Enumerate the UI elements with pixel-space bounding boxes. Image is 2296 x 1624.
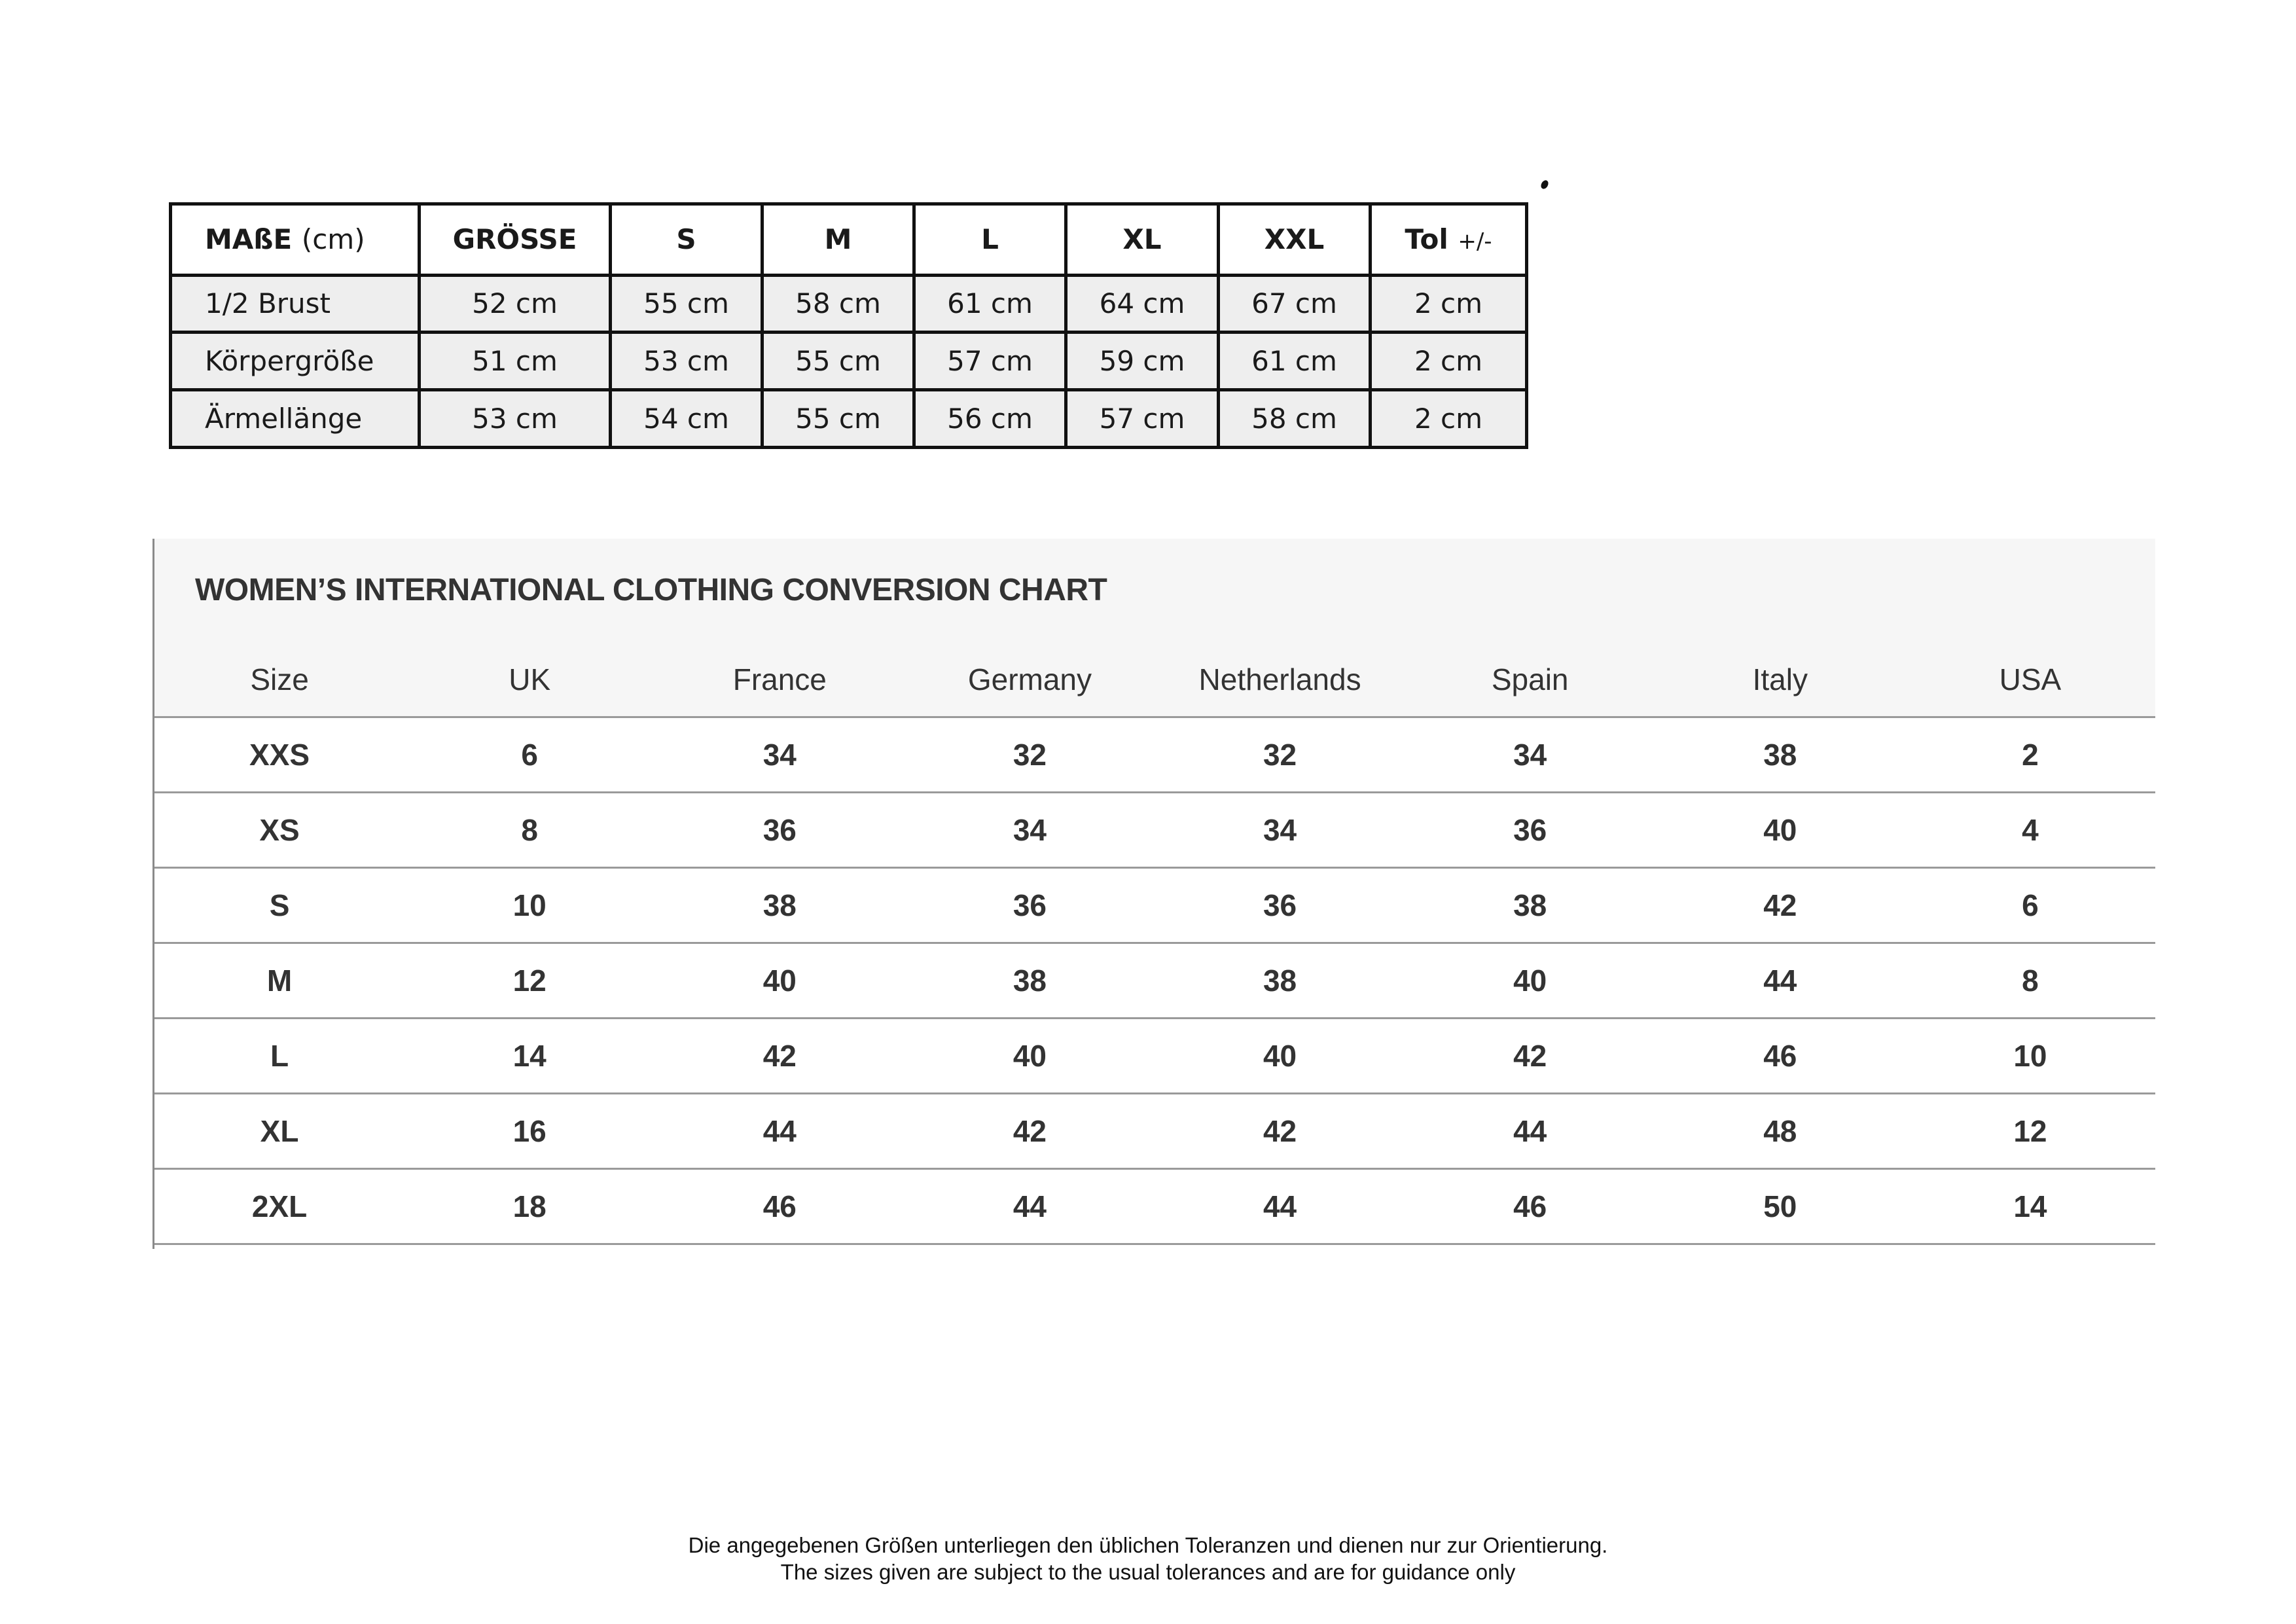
measurements-header-cell: S (611, 204, 762, 276)
conversion-cell: 44 (1655, 943, 1905, 1019)
conversion-cell: 46 (655, 1169, 905, 1244)
conversion-cell: XS (154, 793, 404, 868)
conversion-cell: 40 (655, 943, 905, 1019)
conversion-cell: 40 (1405, 943, 1655, 1019)
conversion-cell: 34 (655, 717, 905, 793)
header-unit: (cm) (301, 223, 365, 256)
conversion-cell: 48 (1655, 1094, 1905, 1169)
conversion-cell: S (154, 868, 404, 943)
conversion-cell: 38 (1405, 868, 1655, 943)
conversion-cell: 42 (1655, 868, 1905, 943)
conversion-cell: 38 (1655, 717, 1905, 793)
measurements-cell: 56 cm (914, 390, 1066, 448)
tolerance-sign: +/- (1458, 228, 1492, 255)
conversion-header-row (154, 642, 2155, 717)
measurements-cell: Ärmellänge (171, 390, 420, 448)
measurements-header-cell: L (914, 204, 1066, 276)
measurements-header-cell: XXL (1219, 204, 1371, 276)
measurements-cell: 2 cm (1371, 390, 1527, 448)
conversion-cell: 2 (1905, 717, 2155, 793)
conversion-cell: 40 (905, 1019, 1155, 1094)
conversion-cell: L (154, 1019, 404, 1094)
conversion-cell: 42 (655, 1019, 905, 1094)
conversion-cell: 12 (1905, 1094, 2155, 1169)
conversion-cell: 38 (655, 868, 905, 943)
conversion-header-cell: Netherlands (1155, 642, 1405, 717)
conversion-cell: 38 (905, 943, 1155, 1019)
conversion-row (154, 1169, 2155, 1244)
conversion-row (154, 717, 2155, 793)
conversion-cell: 40 (1155, 1019, 1405, 1094)
conversion-cell: 44 (905, 1169, 1155, 1244)
measurements-cell: 61 cm (914, 275, 1066, 333)
measurements-cell: 51 cm (420, 333, 611, 390)
conversion-cell: 16 (404, 1094, 655, 1169)
header-label: MAßE (205, 223, 293, 256)
conversion-header-cell: France (655, 642, 905, 717)
conversion-header-cell: Spain (1405, 642, 1655, 717)
conversion-cell: 46 (1405, 1169, 1655, 1244)
conversion-chart (152, 539, 2155, 1249)
conversion-cell: 36 (655, 793, 905, 868)
conversion-table (154, 642, 2155, 1245)
footer-line-de: Die angegebenen Größen unterliegen den üblichen Toleranzen und dienen nur zur Orientierung. (688, 1533, 1608, 1557)
conversion-cell: 44 (1155, 1169, 1405, 1244)
tolerance-label: Tol (1405, 223, 1448, 256)
conversion-cell: 6 (404, 717, 655, 793)
measurements-header-cell: GRÖSSE (420, 204, 611, 276)
conversion-row (154, 868, 2155, 943)
conversion-cell: XXS (154, 717, 404, 793)
measurements-cell: 54 cm (611, 390, 762, 448)
conversion-cell: 44 (655, 1094, 905, 1169)
measurements-cell: Körpergröße (171, 333, 420, 390)
measurements-row (171, 390, 1527, 448)
conversion-cell: 32 (905, 717, 1155, 793)
conversion-row (154, 943, 2155, 1019)
measurements-cell: 1/2 Brust (171, 275, 420, 333)
conversion-cell: 10 (404, 868, 655, 943)
conversion-cell: 38 (1155, 943, 1405, 1019)
chart-title-band (154, 539, 2155, 644)
measurements-cell: 53 cm (420, 390, 611, 448)
measurements-cell: 64 cm (1066, 275, 1219, 333)
measurements-cell: 55 cm (762, 390, 914, 448)
conversion-header-cell: UK (404, 642, 655, 717)
conversion-row (154, 793, 2155, 868)
conversion-cell: 36 (1405, 793, 1655, 868)
conversion-cell: 42 (1405, 1019, 1655, 1094)
conversion-cell: 50 (1655, 1169, 1905, 1244)
conversion-cell: 18 (404, 1169, 655, 1244)
measurements-header-cell: M (762, 204, 914, 276)
conversion-cell: 10 (1905, 1019, 2155, 1094)
conversion-cell: 42 (905, 1094, 1155, 1169)
chart-title: WOMEN’S INTERNATIONAL CLOTHING CONVERSION CHART (195, 573, 1107, 607)
conversion-cell: 8 (1905, 943, 2155, 1019)
conversion-cell: 34 (1405, 717, 1655, 793)
conversion-cell: XL (154, 1094, 404, 1169)
conversion-cell: 12 (404, 943, 655, 1019)
footer-note (0, 1532, 2296, 1585)
measurements-cell: 2 cm (1371, 333, 1527, 390)
conversion-cell: 36 (1155, 868, 1405, 943)
measurements-cell: 67 cm (1219, 275, 1371, 333)
conversion-cell: 40 (1655, 793, 1905, 868)
measurements-cell: 52 cm (420, 275, 611, 333)
measurements-cell: 59 cm (1066, 333, 1219, 390)
measurements-table (169, 202, 1528, 449)
conversion-header-cell: USA (1905, 642, 2155, 717)
footer-line-en: The sizes given are subject to the usual tolerances and are for guidance only (780, 1560, 1516, 1584)
conversion-cell: 44 (1405, 1094, 1655, 1169)
measurements-header-cell (1371, 204, 1527, 276)
conversion-cell: 42 (1155, 1094, 1405, 1169)
measurements-header-row (171, 204, 1527, 276)
measurements-cell: 55 cm (762, 333, 914, 390)
conversion-cell: M (154, 943, 404, 1019)
conversion-cell: 46 (1655, 1019, 1905, 1094)
measurements-cell: 2 cm (1371, 275, 1527, 333)
conversion-cell: 4 (1905, 793, 2155, 868)
conversion-cell: 6 (1905, 868, 2155, 943)
decorative-dot (1539, 179, 1550, 190)
measurements-cell: 58 cm (1219, 390, 1371, 448)
measurements-cell: 55 cm (611, 275, 762, 333)
measurements-header-cell: XL (1066, 204, 1219, 276)
conversion-row (154, 1019, 2155, 1094)
conversion-header-cell: Germany (905, 642, 1155, 717)
measurements-cell: 57 cm (914, 333, 1066, 390)
conversion-cell: 34 (1155, 793, 1405, 868)
conversion-cell: 14 (1905, 1169, 2155, 1244)
measurements-cell: 53 cm (611, 333, 762, 390)
conversion-cell: 8 (404, 793, 655, 868)
measurements-row (171, 275, 1527, 333)
conversion-row (154, 1094, 2155, 1169)
conversion-cell: 34 (905, 793, 1155, 868)
measurements-header-cell (171, 204, 420, 276)
measurements-cell: 61 cm (1219, 333, 1371, 390)
measurements-cell: 58 cm (762, 275, 914, 333)
conversion-cell: 14 (404, 1019, 655, 1094)
conversion-cell: 2XL (154, 1169, 404, 1244)
conversion-cell: 32 (1155, 717, 1405, 793)
conversion-header-cell: Size (154, 642, 404, 717)
conversion-cell: 36 (905, 868, 1155, 943)
conversion-header-cell: Italy (1655, 642, 1905, 717)
measurements-row (171, 333, 1527, 390)
measurements-cell: 57 cm (1066, 390, 1219, 448)
